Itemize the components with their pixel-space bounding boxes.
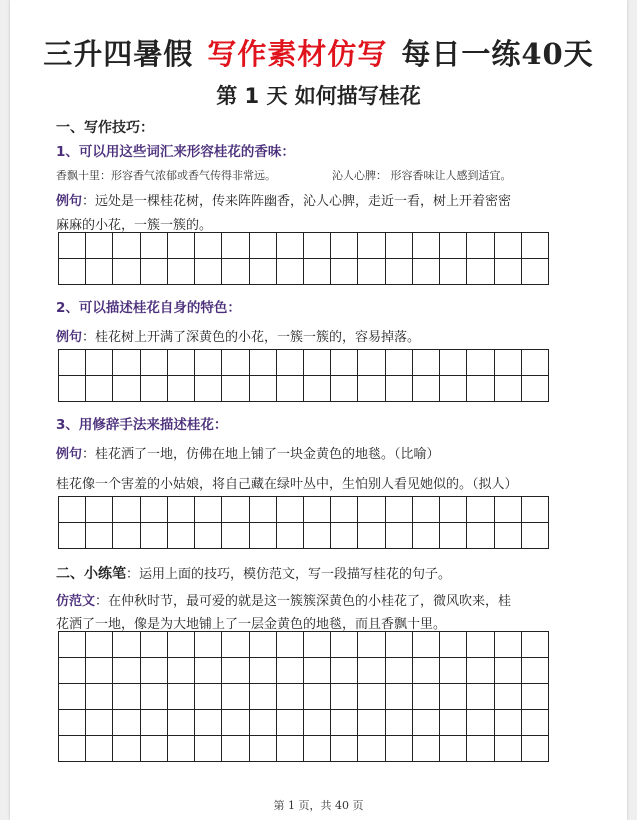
grid-cell[interactable] <box>141 497 168 523</box>
section2-heading: 二、小练笔 <box>56 566 126 582</box>
grid-cell[interactable] <box>413 523 440 549</box>
model-label: 仿范文 <box>56 594 96 609</box>
item3-example-metaphor <box>56 443 440 462</box>
grid-cell[interactable] <box>522 523 549 549</box>
grid-cell[interactable] <box>222 684 249 710</box>
example-label: 例句 <box>56 330 83 345</box>
grid-cell[interactable] <box>467 710 494 736</box>
grid-cell[interactable] <box>440 233 467 259</box>
grid-cell[interactable] <box>86 233 113 259</box>
grid-cell[interactable] <box>495 350 522 376</box>
grid-cell[interactable] <box>113 350 140 376</box>
grid-cell[interactable] <box>413 376 440 402</box>
grid-cell[interactable] <box>250 259 277 285</box>
grid-cell[interactable] <box>413 684 440 710</box>
grid-cell[interactable] <box>195 497 222 523</box>
grid-cell[interactable] <box>250 350 277 376</box>
grid-cell[interactable] <box>304 350 331 376</box>
grid-cell[interactable] <box>250 684 277 710</box>
grid-cell[interactable] <box>113 710 140 736</box>
grid-cell[interactable] <box>413 632 440 658</box>
grid-cell[interactable] <box>440 736 467 762</box>
title-right: 每日一练40天 <box>401 37 594 71</box>
grid-cell[interactable] <box>59 376 86 402</box>
grid-cell[interactable] <box>168 523 195 549</box>
grid-cell[interactable] <box>222 710 249 736</box>
grid-cell[interactable] <box>440 710 467 736</box>
grid-cell[interactable] <box>413 497 440 523</box>
grid-cell[interactable] <box>195 523 222 549</box>
grid-cell[interactable] <box>59 658 86 684</box>
grid-cell[interactable] <box>277 523 304 549</box>
vocab-word-1: 香飘十里：形容香气浓郁或香气传得非常远。 <box>56 169 276 182</box>
item1-example-line1 <box>56 190 511 209</box>
grid-cell[interactable] <box>141 376 168 402</box>
grid-cell[interactable] <box>440 684 467 710</box>
grid-cell[interactable] <box>168 259 195 285</box>
grid-cell[interactable] <box>86 736 113 762</box>
grid-cell[interactable] <box>440 523 467 549</box>
item3-heading: 3、用修辞手法来描述桂花： <box>56 417 228 433</box>
grid-cell[interactable] <box>386 497 413 523</box>
grid-cell[interactable] <box>413 710 440 736</box>
grid-cell[interactable] <box>413 658 440 684</box>
grid-cell[interactable] <box>222 497 249 523</box>
grid-cell[interactable] <box>522 376 549 402</box>
grid-cell[interactable] <box>277 632 304 658</box>
example-label: 例句 <box>56 194 83 209</box>
grid-cell[interactable] <box>522 259 549 285</box>
grid-cell[interactable] <box>59 497 86 523</box>
grid-cell[interactable] <box>358 376 385 402</box>
grid-cell[interactable] <box>358 497 385 523</box>
grid-cell[interactable] <box>59 710 86 736</box>
grid-cell[interactable] <box>113 684 140 710</box>
grid-cell[interactable] <box>168 710 195 736</box>
grid-cell[interactable] <box>304 658 331 684</box>
grid-cell[interactable] <box>522 497 549 523</box>
example-label: 例句 <box>56 447 83 462</box>
grid-cell[interactable] <box>386 523 413 549</box>
example-text: ：桂花洒了一地，仿佛在地上铺了一块金黄色的地毯。（比喻） <box>82 447 440 462</box>
grid-cell[interactable] <box>440 376 467 402</box>
grid-cell[interactable] <box>413 350 440 376</box>
grid-cell[interactable] <box>168 497 195 523</box>
grid-cell[interactable] <box>386 684 413 710</box>
grid-cell[interactable] <box>331 259 358 285</box>
grid-cell[interactable] <box>467 523 494 549</box>
grid-cell[interactable] <box>495 523 522 549</box>
grid-cell[interactable] <box>59 684 86 710</box>
grid-cell[interactable] <box>331 736 358 762</box>
grid-cell[interactable] <box>331 523 358 549</box>
grid-cell[interactable] <box>222 658 249 684</box>
grid-cell[interactable] <box>495 736 522 762</box>
grid-cell[interactable] <box>277 684 304 710</box>
grid-cell[interactable] <box>195 259 222 285</box>
grid-cell[interactable] <box>440 632 467 658</box>
grid-cell[interactable] <box>59 736 86 762</box>
grid-cell[interactable] <box>386 350 413 376</box>
grid-cell[interactable] <box>467 233 494 259</box>
section1-heading: 一、写作技巧： <box>56 120 154 136</box>
item2-heading: 2、可以描述桂花自身的特色： <box>56 300 241 316</box>
grid-cell[interactable] <box>195 376 222 402</box>
grid-cell[interactable] <box>386 658 413 684</box>
grid-cell[interactable] <box>168 376 195 402</box>
grid-cell[interactable] <box>86 350 113 376</box>
grid-cell[interactable] <box>277 233 304 259</box>
grid-cell[interactable] <box>358 658 385 684</box>
grid-cell[interactable] <box>331 632 358 658</box>
grid-cell[interactable] <box>59 233 86 259</box>
grid-cell[interactable] <box>522 233 549 259</box>
grid-cell[interactable] <box>440 497 467 523</box>
grid-cell[interactable] <box>304 376 331 402</box>
item1-example-line2: 麻麻的小花，一簇一簇的。 <box>56 218 213 233</box>
grid-cell[interactable] <box>331 658 358 684</box>
grid-cell[interactable] <box>195 736 222 762</box>
grid-cell[interactable] <box>168 684 195 710</box>
writing-grid-4[interactable] <box>58 631 549 762</box>
section2-instruction <box>56 563 451 583</box>
grid-cell[interactable] <box>86 658 113 684</box>
grid-cell[interactable] <box>467 350 494 376</box>
grid-cell[interactable] <box>495 233 522 259</box>
grid-cell[interactable] <box>386 736 413 762</box>
grid-cell[interactable] <box>495 658 522 684</box>
grid-cell[interactable] <box>86 710 113 736</box>
grid-cell[interactable] <box>195 684 222 710</box>
writing-grid-3[interactable] <box>58 496 549 549</box>
grid-cell[interactable] <box>522 350 549 376</box>
grid-cell[interactable] <box>141 632 168 658</box>
grid-cell[interactable] <box>277 376 304 402</box>
grid-cell[interactable] <box>522 710 549 736</box>
grid-cell[interactable] <box>440 658 467 684</box>
grid-cell[interactable] <box>222 632 249 658</box>
day-subtitle: 第 1 天 如何描写桂花 <box>216 84 421 108</box>
grid-cell[interactable] <box>113 497 140 523</box>
grid-cell[interactable] <box>358 523 385 549</box>
grid-cell[interactable] <box>467 684 494 710</box>
grid-cell[interactable] <box>277 736 304 762</box>
grid-cell[interactable] <box>277 710 304 736</box>
grid-cell[interactable] <box>59 632 86 658</box>
grid-cell[interactable] <box>331 497 358 523</box>
grid-cell[interactable] <box>304 259 331 285</box>
grid-cell[interactable] <box>86 523 113 549</box>
grid-cell[interactable] <box>250 497 277 523</box>
model-text: ：在仲秋时节，最可爱的就是这一簇簇深黄色的小桂花了，微风吹来，桂 <box>95 594 512 609</box>
grid-cell[interactable] <box>141 710 168 736</box>
grid-cell[interactable] <box>358 233 385 259</box>
grid-cell[interactable] <box>86 684 113 710</box>
grid-cell[interactable] <box>141 658 168 684</box>
grid-cell[interactable] <box>141 350 168 376</box>
grid-cell[interactable] <box>195 710 222 736</box>
grid-cell[interactable] <box>113 233 140 259</box>
grid-cell[interactable] <box>141 736 168 762</box>
item3-example-personification: 桂花像一个害羞的小姑娘，将自己藏在绿叶丛中，生怕别人看见她似的。（拟人） <box>56 477 518 492</box>
grid-cell[interactable] <box>86 259 113 285</box>
worksheet-page <box>10 0 627 820</box>
grid-cell[interactable] <box>413 233 440 259</box>
grid-cell[interactable] <box>113 259 140 285</box>
grid-cell[interactable] <box>113 376 140 402</box>
grid-cell[interactable] <box>250 632 277 658</box>
grid-cell[interactable] <box>386 376 413 402</box>
grid-cell[interactable] <box>358 632 385 658</box>
grid-cell[interactable] <box>250 736 277 762</box>
grid-cell[interactable] <box>195 233 222 259</box>
grid-cell[interactable] <box>195 658 222 684</box>
grid-cell[interactable] <box>331 350 358 376</box>
grid-cell[interactable] <box>522 632 549 658</box>
grid-cell[interactable] <box>467 497 494 523</box>
grid-cell[interactable] <box>358 684 385 710</box>
vocab-word-2: 沁人心脾： 形容香味让人感到适宜。 <box>332 169 512 182</box>
grid-cell[interactable] <box>304 497 331 523</box>
grid-cell[interactable] <box>467 658 494 684</box>
grid-cell[interactable] <box>358 736 385 762</box>
grid-cell[interactable] <box>495 684 522 710</box>
grid-cell[interactable] <box>304 736 331 762</box>
grid-cell[interactable] <box>386 632 413 658</box>
grid-cell[interactable] <box>59 523 86 549</box>
grid-cell[interactable] <box>467 736 494 762</box>
grid-cell[interactable] <box>386 233 413 259</box>
grid-cell[interactable] <box>113 523 140 549</box>
grid-cell[interactable] <box>113 632 140 658</box>
grid-cell[interactable] <box>495 497 522 523</box>
grid-cell[interactable] <box>304 710 331 736</box>
grid-cell[interactable] <box>59 350 86 376</box>
grid-cell[interactable] <box>440 350 467 376</box>
page-title <box>10 32 627 73</box>
grid-cell[interactable] <box>250 233 277 259</box>
grid-cell[interactable] <box>467 632 494 658</box>
grid-cell[interactable] <box>168 350 195 376</box>
item2-example <box>56 326 420 345</box>
grid-cell[interactable] <box>331 376 358 402</box>
grid-cell[interactable] <box>168 632 195 658</box>
grid-cell[interactable] <box>331 684 358 710</box>
grid-cell[interactable] <box>195 350 222 376</box>
grid-cell[interactable] <box>358 710 385 736</box>
grid-cell[interactable] <box>168 658 195 684</box>
grid-cell[interactable] <box>304 233 331 259</box>
grid-cell[interactable] <box>222 376 249 402</box>
title-left: 三升四暑假 <box>43 37 194 71</box>
writing-grid-1[interactable] <box>58 232 549 285</box>
grid-cell[interactable] <box>495 376 522 402</box>
grid-cell[interactable] <box>113 736 140 762</box>
writing-grid-2[interactable] <box>58 349 549 402</box>
grid-cell[interactable] <box>86 497 113 523</box>
grid-cell[interactable] <box>358 350 385 376</box>
grid-cell[interactable] <box>168 736 195 762</box>
item1-heading: 1、可以用这些词汇来形容桂花的香味： <box>56 144 295 160</box>
grid-cell[interactable] <box>277 350 304 376</box>
grid-cell[interactable] <box>467 259 494 285</box>
grid-cell[interactable] <box>522 736 549 762</box>
grid-cell[interactable] <box>358 259 385 285</box>
grid-cell[interactable] <box>304 684 331 710</box>
grid-cell[interactable] <box>222 736 249 762</box>
grid-cell[interactable] <box>277 259 304 285</box>
grid-cell[interactable] <box>440 259 467 285</box>
grid-cell[interactable] <box>59 259 86 285</box>
grid-cell[interactable] <box>141 684 168 710</box>
grid-cell[interactable] <box>222 233 249 259</box>
grid-cell[interactable] <box>467 376 494 402</box>
grid-cell[interactable] <box>522 684 549 710</box>
grid-cell[interactable] <box>141 233 168 259</box>
grid-cell[interactable] <box>331 710 358 736</box>
grid-cell[interactable] <box>304 523 331 549</box>
grid-cell[interactable] <box>222 259 249 285</box>
example-text: ：桂花树上开满了深黄色的小花，一簇一簇的，容易掉落。 <box>82 330 421 345</box>
grid-cell[interactable] <box>250 710 277 736</box>
grid-cell[interactable] <box>277 658 304 684</box>
grid-cell[interactable] <box>141 523 168 549</box>
grid-cell[interactable] <box>331 233 358 259</box>
grid-cell[interactable] <box>168 233 195 259</box>
grid-cell[interactable] <box>304 632 331 658</box>
grid-cell[interactable] <box>141 259 168 285</box>
grid-cell[interactable] <box>86 632 113 658</box>
grid-cell[interactable] <box>250 658 277 684</box>
grid-cell[interactable] <box>222 523 249 549</box>
grid-cell[interactable] <box>86 376 113 402</box>
grid-cell[interactable] <box>495 710 522 736</box>
grid-cell[interactable] <box>113 658 140 684</box>
grid-cell[interactable] <box>413 736 440 762</box>
grid-cell[interactable] <box>250 376 277 402</box>
grid-cell[interactable] <box>222 350 249 376</box>
title-highlight: 写作素材仿写 <box>207 37 388 71</box>
example-text: ：远处是一棵桂花树，传来阵阵幽香，沁人心脾，走近一看，树上开着密密 <box>82 194 512 209</box>
grid-cell[interactable] <box>195 632 222 658</box>
page-footer: 第 1 页，共 40 页 <box>273 799 364 812</box>
grid-cell[interactable] <box>386 259 413 285</box>
grid-cell[interactable] <box>250 523 277 549</box>
model-text-line2: 花洒了一地，像是为大地铺上了一层金黄色的地毯，而且香飘十里。 <box>56 617 447 632</box>
grid-cell[interactable] <box>495 259 522 285</box>
grid-cell[interactable] <box>522 658 549 684</box>
grid-cell[interactable] <box>386 710 413 736</box>
section2-instruction-text: ：运用上面的技巧，模仿范文，写一段描写桂花的句子。 <box>126 567 452 582</box>
grid-cell[interactable] <box>277 497 304 523</box>
grid-cell[interactable] <box>413 259 440 285</box>
grid-cell[interactable] <box>495 632 522 658</box>
model-text-line1 <box>56 590 511 609</box>
